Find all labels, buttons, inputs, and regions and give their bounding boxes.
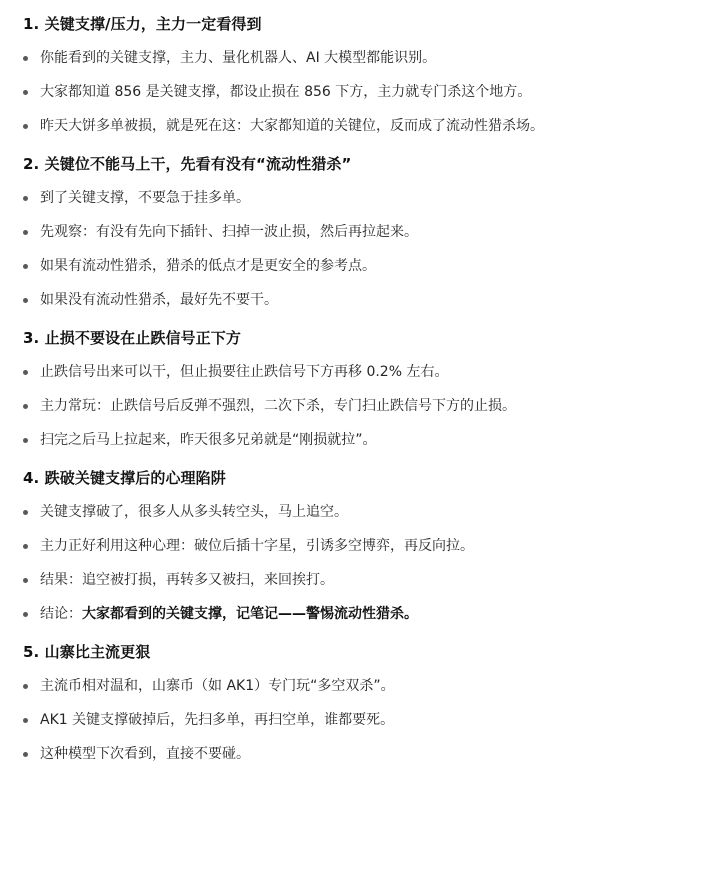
list-item [23, 290, 728, 310]
bullet-list [23, 502, 728, 624]
item-text: 这种模型下次看到，直接不要碰。 [40, 746, 250, 762]
conclusion-item [23, 604, 728, 624]
section-heading: 2. 关键位不能马上干，先看有没有“流动性猎杀” [23, 155, 352, 173]
list-item [23, 744, 728, 764]
item-text: 主力正好利用这种心理：破位后插十字星，引诱多空博弈，再反向拉。 [40, 538, 474, 554]
list-item [23, 256, 728, 276]
item-text: 先观察：有没有先向下插针、扫掉一波止损，然后再拉起来。 [40, 224, 418, 240]
item-text: 止跌信号出来可以干，但止损要往止跌信号下方再移 0.2% 左右。 [40, 364, 449, 380]
list-item [23, 82, 728, 102]
list-item [23, 676, 728, 696]
bullet-icon [23, 56, 28, 61]
bullet-icon [23, 510, 28, 515]
bullet-icon [23, 544, 28, 549]
section-heading: 1. 关键支撑/压力，主力一定看得到 [23, 15, 262, 33]
bullet-icon [23, 230, 28, 235]
bullet-icon [23, 684, 28, 689]
section-heading: 5. 山寨比主流更狠 [23, 643, 151, 661]
bullet-icon [23, 124, 28, 129]
section-key-support [23, 14, 728, 136]
list-item [23, 710, 728, 730]
bullet-icon [23, 612, 28, 617]
list-item [23, 570, 728, 590]
section-stop-loss [23, 328, 728, 450]
item-text: 主流币相对温和，山寨币（如 AK1）专门玩“多空双杀”。 [40, 678, 395, 694]
bullet-list [23, 188, 728, 310]
bullet-icon [23, 264, 28, 269]
section-liquidity-hunt [23, 154, 728, 310]
conclusion-prefix: 结论： [40, 606, 82, 622]
section-psychology-trap [23, 468, 728, 624]
list-item [23, 188, 728, 208]
item-text: 扫完之后马上拉起来，昨天很多兄弟就是“刚损就拉”。 [40, 432, 377, 448]
section-heading: 4. 跌破关键支撑后的心理陷阱 [23, 469, 226, 487]
conclusion-text: 大家都看到的关键支撑，记笔记——警惕流动性猎杀。 [82, 606, 418, 622]
item-text: 主力常玩：止跌信号后反弹不强烈，二次下杀，专门扫止跌信号下方的止损。 [40, 398, 516, 414]
item-text: 如果有流动性猎杀，猎杀的低点才是更安全的参考点。 [40, 258, 376, 274]
list-item [23, 116, 728, 136]
item-text: 关键支撑破了，很多人从多头转空头，马上追空。 [40, 504, 348, 520]
bullet-icon [23, 578, 28, 583]
list-item [23, 48, 728, 68]
list-item [23, 536, 728, 556]
list-item [23, 430, 728, 450]
item-text: AK1 关键支撑破掉后，先扫多单，再扫空单，谁都要死。 [40, 712, 395, 728]
section-altcoins [23, 642, 728, 764]
item-text: 结果：追空被打损，再转多又被扫，来回挨打。 [40, 572, 334, 588]
section-heading: 3. 止损不要设在止跌信号正下方 [23, 329, 241, 347]
document [0, 14, 728, 764]
list-item [23, 362, 728, 382]
item-text: 到了关键支撑，不要急于挂多单。 [40, 190, 250, 206]
bullet-icon [23, 404, 28, 409]
item-text: 昨天大饼多单被损，就是死在这：大家都知道的关键位，反而成了流动性猎杀场。 [40, 118, 544, 134]
item-text: 你能看到的关键支撑，主力、量化机器人、AI 大模型都能识别。 [40, 50, 437, 66]
bullet-icon [23, 298, 28, 303]
item-text: 如果没有流动性猎杀，最好先不要干。 [40, 292, 278, 308]
bullet-icon [23, 752, 28, 757]
bullet-icon [23, 370, 28, 375]
bullet-list [23, 362, 728, 450]
bullet-icon [23, 438, 28, 443]
item-text: 大家都知道 856 是关键支撑，都设止损在 856 下方，主力就专门杀这个地方。 [40, 84, 532, 100]
bullet-icon [23, 718, 28, 723]
bullet-list [23, 676, 728, 764]
list-item [23, 502, 728, 522]
bullet-list [23, 48, 728, 136]
list-item [23, 222, 728, 242]
list-item [23, 396, 728, 416]
bullet-icon [23, 90, 28, 95]
bullet-icon [23, 196, 28, 201]
